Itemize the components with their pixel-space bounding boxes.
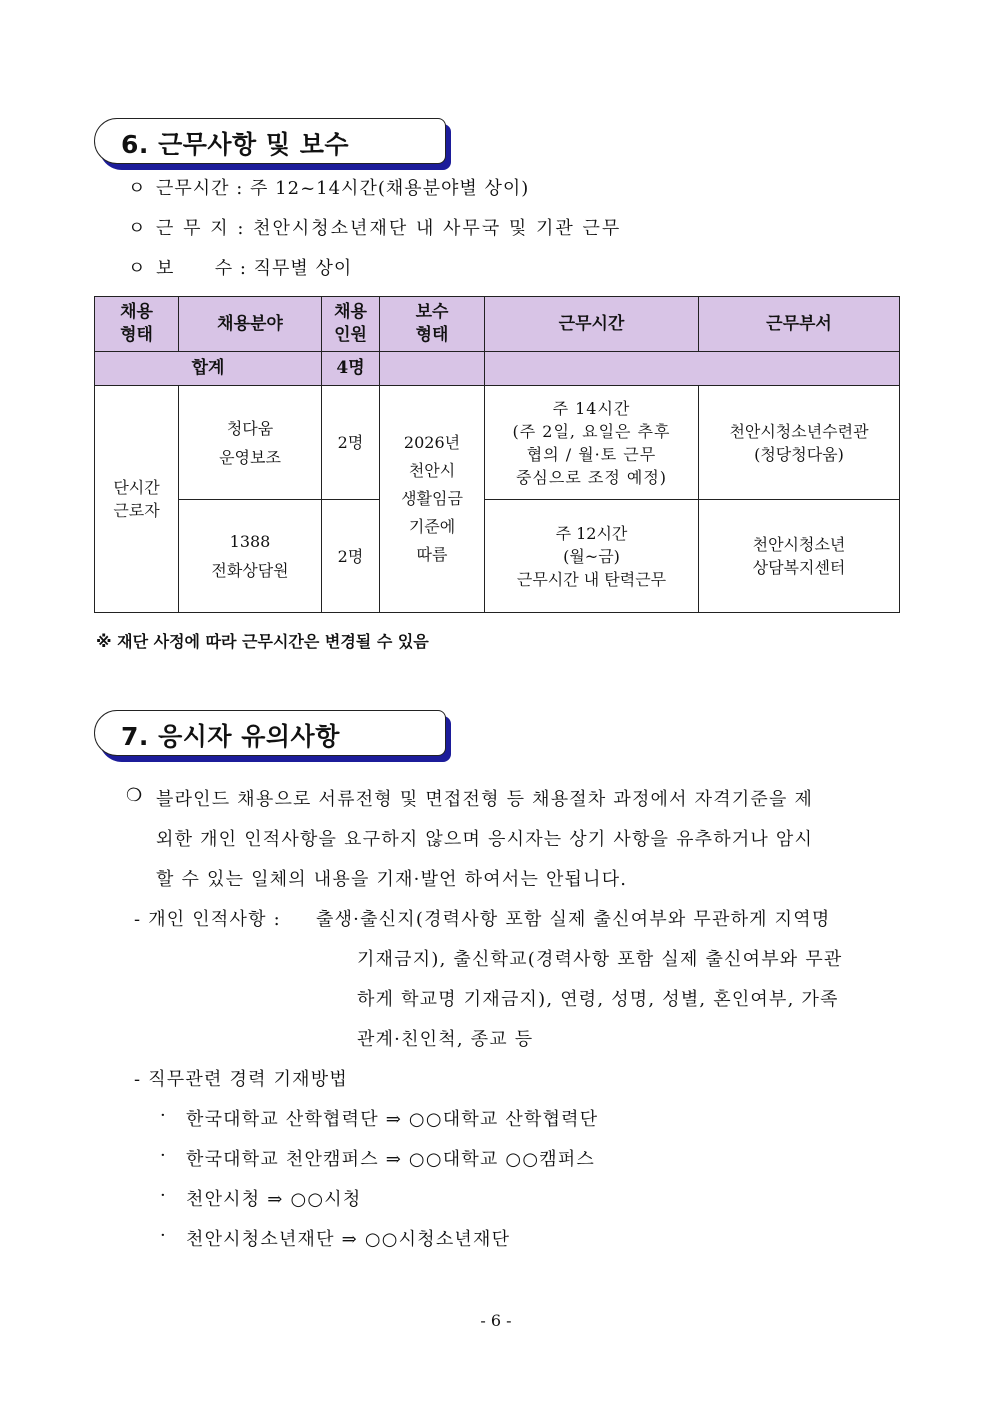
field-cell: 1388 전화상담원	[179, 500, 322, 613]
work-hours-item: 근무시간 : 주 12~14시간(채용분야별 상이)	[156, 178, 530, 199]
notice-line: 블라인드 채용으로 서류전형 및 면접전형 등 채용절차 과정에서 자격기준을 제	[156, 789, 814, 810]
section-7-title: 7. 응시자 유의사항	[121, 722, 340, 751]
header-field: 채용분야	[179, 297, 322, 352]
notice-line: 외한 개인 인적사항을 요구하지 않으며 응시자는 상기 사항을 유추하거나 암시	[156, 829, 814, 850]
career-method-label: - 직무관련 경력 기재방법	[134, 1069, 348, 1090]
table-header-row	[95, 297, 900, 352]
notice-line: 할 수 있는 일체의 내용을 기재·발언 하여서는 안됩니다.	[156, 869, 628, 890]
bullet-circle: ㅇ	[128, 178, 147, 199]
table-total-row	[95, 352, 900, 386]
section-7-header	[94, 710, 446, 756]
personal-info-line: 기재금지), 출신학교(경력사항 포함 실제 출신여부와 무관	[357, 949, 843, 970]
hollow-circle-bullet: ❍	[126, 785, 144, 806]
department-cell: 천안시청소년수련관 (청당청다움)	[699, 386, 900, 500]
total-label: 합계	[95, 352, 322, 386]
example-bullet: ·	[160, 1185, 167, 1206]
career-example: 한국대학교 산학협력단 ⇒ ○○대학교 산학협력단	[186, 1109, 599, 1130]
employment-type-cell: 단시간 근로자	[95, 386, 179, 613]
header-pay-type: 보수 형태	[380, 297, 485, 352]
personal-info-line: 관계·친인척, 종교 등	[357, 1029, 534, 1050]
example-bullet: ·	[160, 1225, 167, 1246]
field-cell: 청다움 운영보조	[179, 386, 322, 500]
bullet-circle: ㅇ	[128, 218, 147, 239]
hours-cell: 주 12시간 (월~금) 근무시간 내 탄력근무	[485, 500, 699, 613]
salary-item: 보 수 : 직무별 상이	[156, 258, 353, 279]
count-cell: 2명	[322, 386, 380, 500]
personal-info-line: 출생·출신지(경력사항 포함 실제 출신여부와 무관하게 지역명	[316, 909, 831, 930]
header-count: 채용 인원	[322, 297, 380, 352]
example-bullet: ·	[160, 1105, 167, 1126]
header-employment-type: 채용 형태	[95, 297, 179, 352]
table-row	[95, 386, 900, 500]
table-row	[95, 500, 900, 613]
career-example: 천안시청소년재단 ⇒ ○○시청소년재단	[186, 1229, 511, 1250]
department-cell: 천안시청소년 상담복지센터	[699, 500, 900, 613]
schedule-change-note: ※ 재단 사정에 따라 근무시간은 변경될 수 있음	[96, 632, 429, 651]
header-hours: 근무시간	[485, 297, 699, 352]
count-cell: 2명	[322, 500, 380, 613]
section-6-header	[94, 118, 446, 164]
career-example: 천안시청 ⇒ ○○시청	[186, 1189, 362, 1210]
example-bullet: ·	[160, 1145, 167, 1166]
personal-info-label: - 개인 인적사항 :	[134, 909, 281, 930]
page-number: - 6 -	[480, 1311, 512, 1330]
personal-info-line: 하게 학교명 기재금지), 연령, 성명, 성별, 혼인여부, 가족	[357, 989, 839, 1010]
total-count: 4명	[322, 352, 380, 386]
bullet-circle: ㅇ	[128, 258, 147, 279]
work-location-item: 근 무 지 : 천안시청소년재단 내 사무국 및 기관 근무	[156, 218, 622, 239]
pay-type-cell: 2026년 천안시 생활임금 기준에 따름	[380, 386, 485, 613]
header-department: 근무부서	[699, 297, 900, 352]
career-example: 한국대학교 천안캠퍼스 ⇒ ○○대학교 ○○캠퍼스	[186, 1149, 595, 1170]
section-6-title: 6. 근무사항 및 보수	[121, 130, 350, 159]
hours-cell: 주 14시간 (주 2일, 요일은 추후 협의 / 월·토 근무 중심으로 조정 예정)	[485, 386, 699, 500]
work-table	[94, 296, 900, 613]
